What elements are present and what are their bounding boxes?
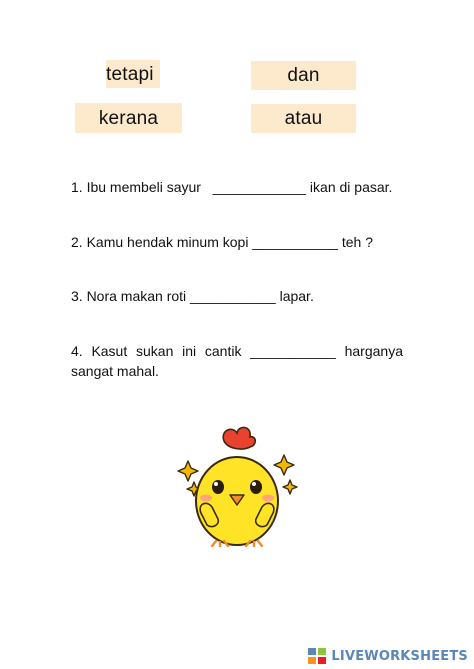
word-chip-atau[interactable] <box>251 104 356 133</box>
word-chip-dan[interactable] <box>251 61 356 90</box>
word-chip-kerana[interactable] <box>75 103 182 133</box>
chick-mascot-image <box>172 421 302 547</box>
word-chip-label: kerana <box>98 107 159 129</box>
liveworksheets-logo <box>308 645 468 667</box>
question-3: 3. Nora makan roti ___________ lapar. <box>71 288 314 304</box>
brand-name: LIVEWORKSHEETS <box>331 648 468 664</box>
question-1: 1. Ibu membeli sayur ____________ ikan di pasar. <box>71 179 393 195</box>
liveworksheets-icon <box>308 648 328 664</box>
word-chip-tetapi[interactable] <box>106 60 160 88</box>
question-4 <box>71 341 403 381</box>
question-4-line-1: 4. Kasut sukan ini cantik ___________ harganya <box>71 343 403 359</box>
word-chip-label: tetapi <box>106 63 154 85</box>
question-2: 2. Kamu hendak minum kopi ___________ teh ? <box>71 234 373 250</box>
word-chip-label: dan <box>287 65 320 86</box>
question-4-line-2: sangat mahal. <box>71 363 159 379</box>
word-chip-label: atau <box>284 108 323 129</box>
